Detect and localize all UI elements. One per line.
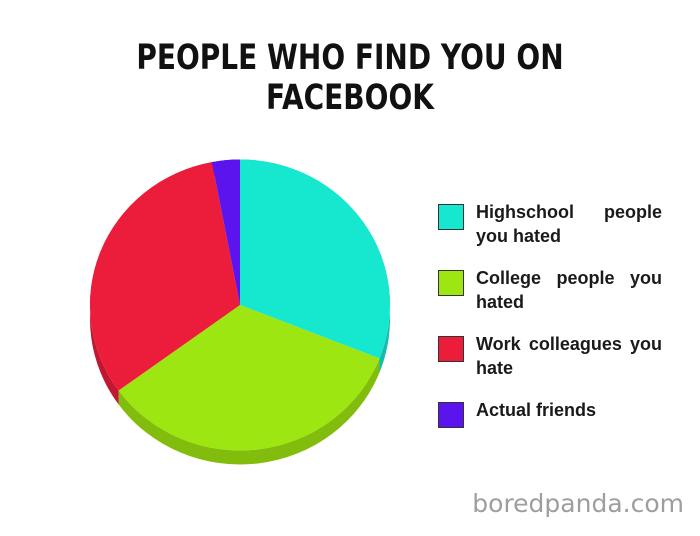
legend-swatch-college — [438, 270, 464, 296]
legend-swatch-work — [438, 336, 464, 362]
legend-item-work — [438, 332, 662, 380]
legend-swatch-highschool — [438, 204, 464, 230]
chart-title: PEOPLE WHO FIND YOU ON FACEBOOK — [136, 38, 564, 118]
legend-item-friends — [438, 398, 662, 428]
legend-item-college — [438, 266, 662, 314]
legend-swatch-friends — [438, 402, 464, 428]
pie-top-layer — [90, 160, 390, 451]
legend-item-highschool — [438, 200, 662, 248]
legend-label-work: Work colleagues you hate — [476, 334, 662, 378]
watermark: boredpanda.com — [472, 489, 684, 518]
legend-label-friends: Actual friends — [476, 400, 597, 420]
legend-label-college: College people you hated — [476, 268, 662, 312]
legend-label-highschool: Highschool people you hated — [476, 202, 662, 246]
